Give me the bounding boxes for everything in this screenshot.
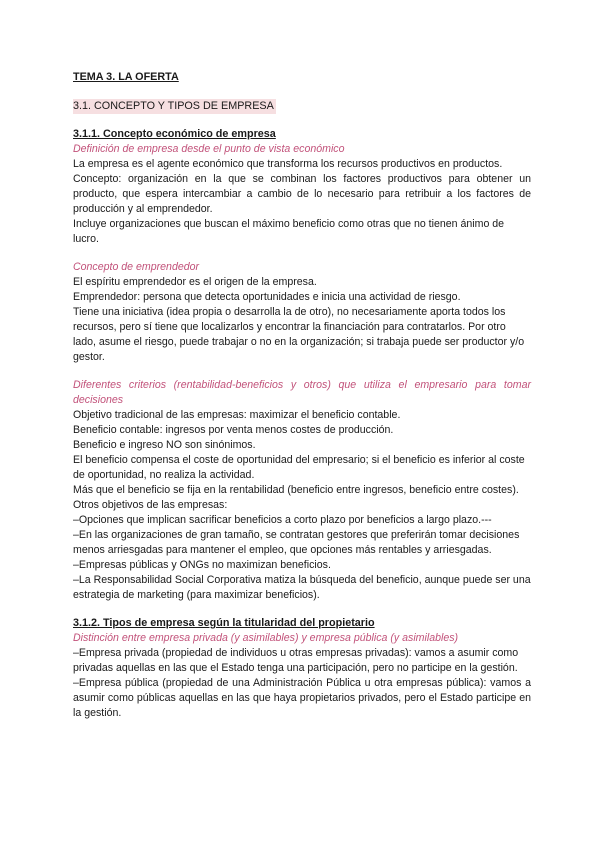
topic-heading-distincion: Distinción entre empresa privada (y asimilables) y empresa pública (y asimilables) [73,632,459,644]
paragraph: Emprendedor: persona que detecta oportunidades e inicia una actividad de riesgo. [73,291,461,303]
list-item: –Empresas públicas y ONGs no maximizan beneficios. [73,559,331,571]
document-body [73,70,531,721]
paragraph: La empresa es el agente económico que transforma los recursos productivos en productos. [73,158,503,170]
list-item: –Opciones que implican sacrificar beneficios a corto plazo por beneficios a largo plazo.--- [73,514,492,526]
list-item: –La Responsabilidad Social Corporativa matiza la búsqueda del beneficio, aunque puede ser una estrategia de marketing (para maximizar beneficios). [73,574,531,601]
paragraph: El espíritu emprendedor es el origen de la empresa. [73,276,317,288]
paragraph: El beneficio compensa el coste de oportunidad del empresario; si el beneficio es inferior al coste de oportunidad, no realiza la actividad. [73,454,525,481]
paragraph: Otros objetivos de las empresas: [73,499,228,511]
paragraph: Beneficio contable: ingresos por venta menos costes de producción. [73,424,394,436]
paragraph: Objetivo tradicional de las empresas: maximizar el beneficio contable. [73,409,401,421]
paragraph: Beneficio e ingreso NO son sinónimos. [73,439,256,451]
topic-heading-criterios: Diferentes criterios (rentabilidad-beneficios y otros) que utiliza el empresario para tomar decisiones [73,379,531,406]
subsection-heading-3-1-1: 3.1.1. Concepto económico de empresa [73,128,276,140]
list-item: –En las organizaciones de gran tamaño, se contratan gestores que preferirán tomar decisiones menos arriesgadas para mantener el empleo, que opciones más rentables y arriesgadas. [73,529,520,556]
list-item: –Empresa privada (propiedad de individuos u otras empresas privadas): vamos a asumir como privadas aquellas en las que el Estado tenga una participación, pero no participe en la gestión. [73,647,519,674]
paragraph: Tiene una iniciativa (idea propia o desarrolla la de otro), no necesariamente aporta todos los recursos, pero sí tiene que localizarlos y encontrar la financiación para contratarlos. Por otro lado, asume el riesgo, puede trabajar o no en la organización; si trabaja puede ser productor y/o gestor. [73,306,525,363]
paragraph: Incluye organizaciones que buscan el máximo beneficio como otras que no tienen ánimo de lucro. [73,218,505,245]
topic-heading-emprendedor: Concepto de emprendedor [73,261,200,273]
paragraph: Concepto: organización en la que se combinan los factores productivos para obtener un producto, que espera intercambiar a cambio de lo necesario para retribuir a los factores de producción y al emprendedor. [73,173,531,215]
page-title: TEMA 3. LA OFERTA [73,71,179,83]
paragraph: Más que el beneficio se fija en la rentabilidad (beneficio entre ingresos, beneficio entre costes). [73,484,519,496]
list-item: –Empresa pública (propiedad de una Administración Pública u otra empresas pública): vamos a asumir como públicas aquellas en las que haya propietarios privados, pero el Estado participe en la gestión. [73,677,531,719]
subsection-heading-3-1-2: 3.1.2. Tipos de empresa según la titularidad del propietario [73,617,375,629]
section-heading: 3.1. CONCEPTO Y TIPOS DE EMPRESA [73,100,274,112]
topic-heading-definicion: Definición de empresa desde el punto de vista económico [73,143,345,155]
